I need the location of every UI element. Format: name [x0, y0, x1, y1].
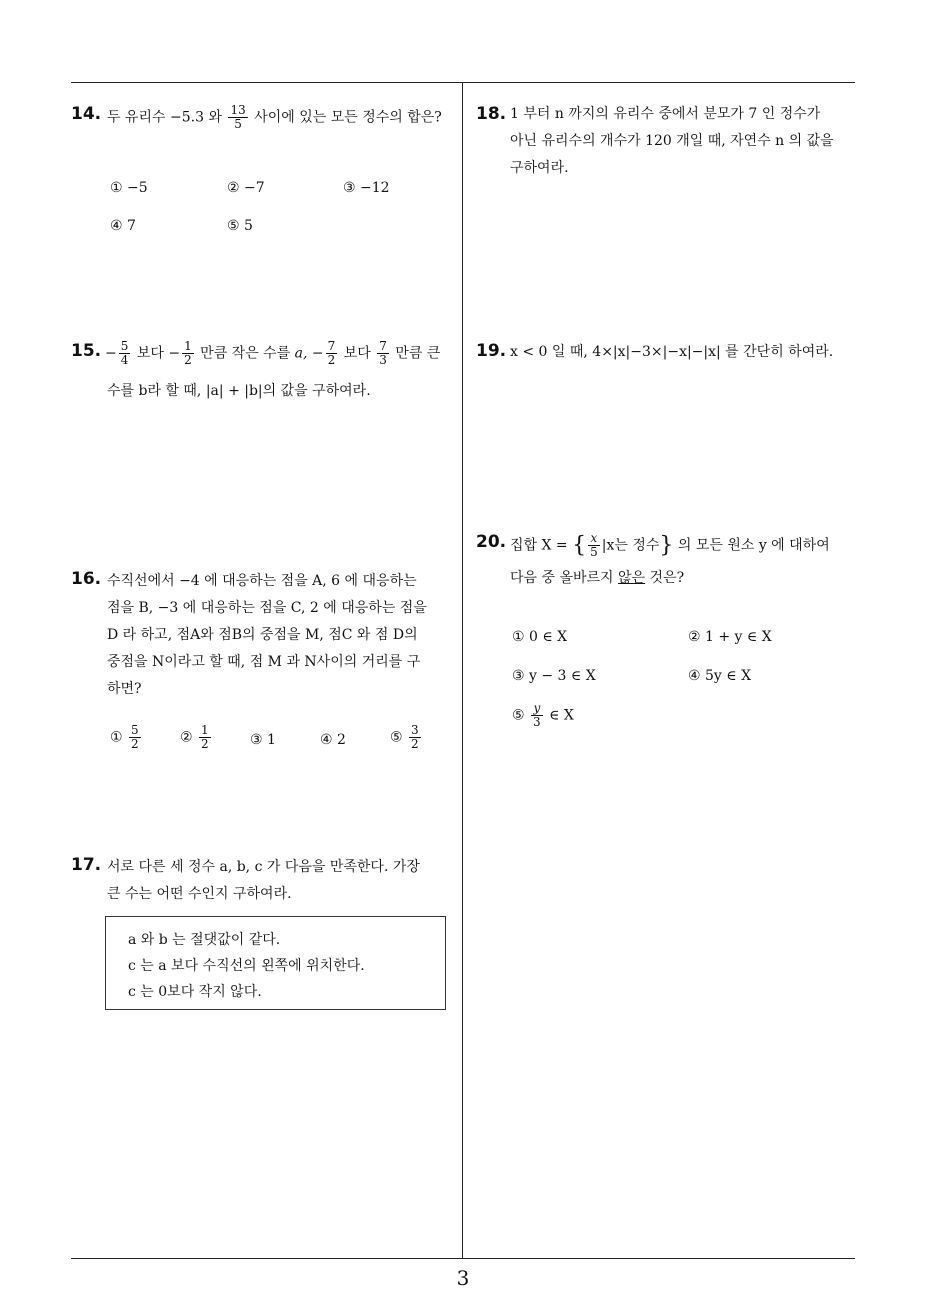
condition: a 와 b 는 절댓값이 같다.: [128, 932, 281, 948]
question-text: 서로 다른 세 정수 a, b, c 가 다음을 만족한다. 가장 큰 수는 어떤 수인지 구하여라.: [107, 859, 420, 902]
condition: c 는 a 보다 수직선의 왼쪽에 위치한다.: [128, 958, 365, 974]
choice-1[interactable]: ① $\frac{5}{2}$: [110, 723, 139, 751]
question-number: 17.: [71, 855, 102, 875]
bottom-rule: [71, 1258, 855, 1259]
choice-3[interactable]: ③ y − 3 ∈ X: [512, 668, 596, 684]
choice-2[interactable]: ② −7: [227, 180, 265, 196]
question-number: 15.: [71, 341, 102, 361]
choice-5[interactable]: ⑤ $\frac{3}{2}$: [390, 723, 419, 751]
choice-4[interactable]: ④ 2: [320, 732, 346, 748]
question-text-line: 수를 b라 할 때, |a| + |b|의 값을 구하여라.: [107, 383, 371, 399]
question-text: 수직선에서 −4 에 대응하는 점을 A, 6 에 대응하는 점을 B, −3 에 대응하는 점을 C, 2 에 대응하는 점을 D 라 하고, 점A와 점B의 중점을 M, 점C 와 점 D의 중점을 N이라고 할 때, 점 M 과 N사이의 거리를 구 하면?: [107, 573, 427, 697]
question-number: 20.: [476, 532, 507, 552]
question-text: 집합 X = { $\frac{x}{5}$ |x는 정수} 의 모든 원소 y 에 대하여: [510, 531, 830, 559]
question-text: 두 유리수 −5.3 와 $\frac{13}{5}$ 사이에 있는 모든 정수의 합은?: [107, 103, 442, 131]
choice-4[interactable]: ④ 5y ∈ X: [688, 668, 752, 684]
question-text: x < 0 일 때, 4×|x|−3×|−x|−|x| 를 간단히 하여라.: [510, 344, 834, 360]
page-number: 3: [456, 1266, 470, 1290]
condition: c 는 0보다 작지 않다.: [128, 984, 262, 1000]
question-number: 14.: [71, 104, 102, 124]
column-divider: [462, 83, 463, 1258]
choice-2[interactable]: ② 1 + y ∈ X: [688, 629, 772, 645]
question-text: − $\frac{5}{4}$ 보다 − $\frac{1}{2}$ 만큼 작은 수를 a, − $\frac{7}{2}$ 보다 $\frac{7}{3}$ 만큼 큰: [105, 339, 441, 367]
question-text-line: 다음 중 올바르지 않은 것은?: [510, 570, 685, 586]
question-number: 16.: [71, 569, 102, 589]
condition-box: [105, 916, 446, 1010]
question-text: 1 부터 n 까지의 유리수 중에서 분모가 7 인 정수가 아닌 유리수의 개수가 120 개일 때, 자연수 n 의 값을 구하여라.: [510, 106, 834, 176]
choice-1[interactable]: ① −5: [110, 180, 148, 196]
underlined-word: 않은: [618, 570, 646, 586]
question-number: 18.: [476, 104, 507, 124]
choice-3[interactable]: ③ 1: [250, 732, 276, 748]
choice-1[interactable]: ① 0 ∈ X: [512, 629, 568, 645]
choice-2[interactable]: ② $\frac{1}{2}$: [180, 723, 209, 751]
top-rule: [71, 82, 855, 83]
question-number: 19.: [476, 341, 507, 361]
choice-5[interactable]: ⑤ 5: [227, 218, 253, 234]
fraction: $\frac{13}{5}$: [230, 103, 246, 131]
choice-3[interactable]: ③ −12: [343, 180, 390, 196]
choice-5[interactable]: ⑤ $\frac{y}{3}$ ∈ X: [512, 701, 574, 729]
choice-4[interactable]: ④ 7: [110, 218, 136, 234]
